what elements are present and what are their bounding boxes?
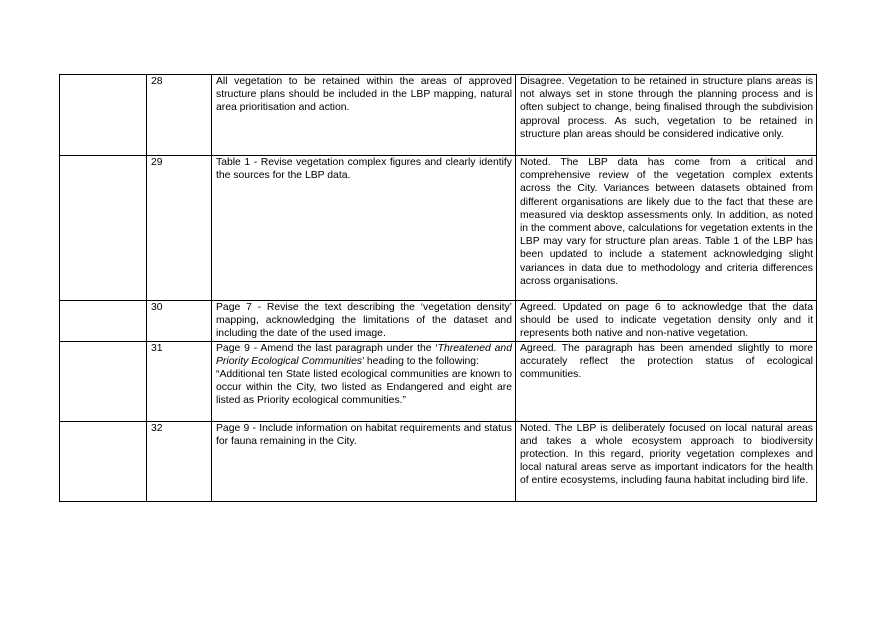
row-number: 31 (147, 341, 212, 421)
row-number: 30 (147, 301, 212, 342)
table-row (60, 156, 817, 301)
table-row (60, 301, 817, 342)
submission-text (212, 341, 516, 421)
submission-text: Table 1 - Revise vegetation complex figures and clearly identify the sources for the LBP data. (212, 156, 516, 301)
row-number: 32 (147, 421, 212, 501)
response-text: Agreed. The paragraph has been amended slightly to more accurately reflect the protection status of ecological communities. (516, 341, 817, 421)
submission-quote: “Additional ten State listed ecological communities are known to occur within the City, two listed as Endangered and eight are listed as Priority ecological communities.” (216, 369, 512, 407)
blank-cell (60, 301, 147, 342)
submission-suffix: ’ heading to the following: (362, 355, 479, 367)
submission-text: Page 9 - Include information on habitat requirements and status for fauna remaining in the City. (212, 421, 516, 501)
blank-cell (60, 75, 147, 156)
table-row (60, 75, 817, 156)
blank-cell (60, 156, 147, 301)
submission-heading-italic: Threatened and Priority Ecological Communities (216, 342, 512, 367)
response-text: Noted. The LBP is deliberately focused on local natural areas and takes a whole ecosystem approach to biodiversity protection. In this regard, priority vegetation complexes and local natural areas serve as important indicators for the health of entire ecosystems, including fauna habitat including bird life. (516, 421, 817, 501)
response-text: Noted. The LBP data has come from a critical and comprehensive review of the vegetation complex extents across the City. Variances between datasets obtained from different organisations are likely due to the fact that these are measured via desktop assessments only. In addition, as noted in the comment above, calculations for vegetation extents in the LBP may vary for structure plan areas. Table 1 of the LBP has been updated to include a statement acknowledging slight variances in data due to methodology and criteria differences across organisations. (516, 156, 817, 301)
row-number: 28 (147, 75, 212, 156)
submission-text: Page 7 - Revise the text describing the ‘vegetation density’ mapping, acknowledging the limitations of the dataset and including the date of the used image. (212, 301, 516, 342)
submissions-table (59, 74, 817, 502)
submission-text: All vegetation to be retained within the areas of approved structure plans should be included in the LBP mapping, natural area prioritisation and action. (212, 75, 516, 156)
submission-prefix: Page 9 - Amend the last paragraph under the ‘ (216, 342, 438, 354)
response-text: Agreed. Updated on page 6 to acknowledge that the data should be used to indicate vegetation density only and it represents both native and non-native vegetation. (516, 301, 817, 342)
row-number: 29 (147, 156, 212, 301)
blank-cell (60, 421, 147, 501)
response-text: Disagree. Vegetation to be retained in structure plans areas is not always set in stone through the planning process and is often subject to change, being finalised through the subdivision approval process. As such, vegetation to be retained in structure plan areas should be considered indicative only. (516, 75, 817, 156)
table-row (60, 341, 817, 421)
blank-cell (60, 341, 147, 421)
table-row (60, 421, 817, 501)
